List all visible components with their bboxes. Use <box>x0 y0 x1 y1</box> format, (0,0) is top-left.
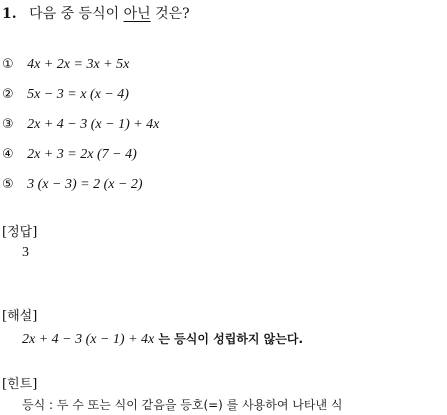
question-text-after: 것은? <box>155 6 190 22</box>
choice-5[interactable] <box>2 177 143 193</box>
choice-3[interactable] <box>2 117 159 133</box>
choice-3-expression: 2x + 4 − 3 (x − 1) + 4x <box>27 117 160 132</box>
choice-1-mark: ① <box>2 57 14 72</box>
explanation-body <box>22 330 303 348</box>
choice-5-expression: 3 (x − 3) = 2 (x − 2) <box>27 177 143 192</box>
choice-4-mark: ④ <box>2 147 14 162</box>
choice-4-expression: 2x + 3 = 2x (7 − 4) <box>27 147 137 162</box>
choice-4[interactable] <box>2 147 137 163</box>
choice-2-expression: 5x − 3 = x (x − 4) <box>27 87 129 102</box>
choice-3-mark: ③ <box>2 117 14 132</box>
hint-heading: [힌트] <box>2 377 38 392</box>
explanation-expression: 2x + 4 − 3 (x − 1) + 4x <box>22 332 155 347</box>
question-number: 1. <box>2 6 17 22</box>
choice-2[interactable] <box>2 87 129 103</box>
answer-value: 3 <box>22 245 29 260</box>
answer-heading: [정답] <box>2 225 38 240</box>
explanation-text: 는 등식이 성립하지 않는다. <box>158 332 304 346</box>
explanation-heading: [해설] <box>2 309 38 324</box>
question-title <box>2 3 190 23</box>
choice-5-mark: ⑤ <box>2 177 14 192</box>
question-text-underlined: 아닌 <box>123 6 151 22</box>
choice-1-expression: 4x + 2x = 3x + 5x <box>27 57 130 72</box>
choice-2-mark: ② <box>2 87 14 102</box>
hint-text: 등식 : 두 수 또는 식이 같음을 등호(=) 를 사용하여 나타낸 식 <box>22 398 343 412</box>
question-text-before: 다음 중 등식이 <box>29 6 120 22</box>
choice-1[interactable] <box>2 57 129 73</box>
